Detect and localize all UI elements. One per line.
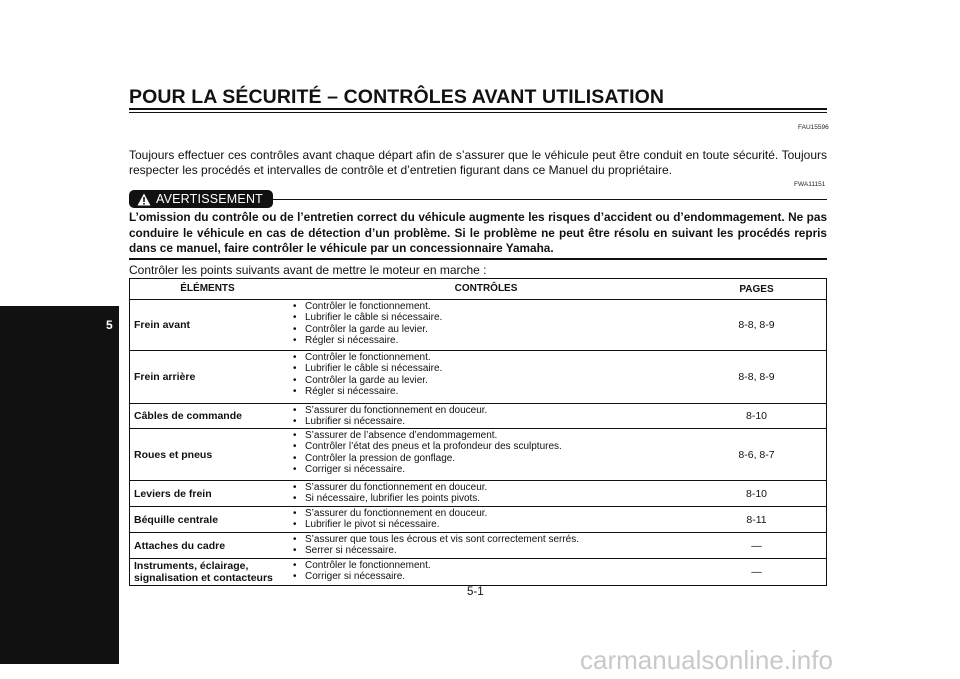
check-item (293, 416, 687, 427)
bullet-icon: • (293, 493, 297, 505)
header-controls: CONTRÔLES (454, 283, 518, 295)
element-cell: Câbles de commande (134, 410, 242, 422)
bullet-icon: • (293, 571, 297, 583)
table-body (130, 299, 826, 585)
header-elements: ÉLÉMENTS (180, 283, 235, 294)
check-text: Contrôler le fonctionnement. (305, 560, 431, 571)
element-cell: Instruments, éclairage, signalisation et contacteurs (134, 560, 273, 584)
bullet-icon: • (293, 416, 297, 428)
warning-badge (129, 190, 273, 208)
check-item (293, 335, 687, 346)
bullet-icon: • (293, 545, 297, 557)
bullet-icon: • (293, 323, 297, 335)
pages-cell: 8-11 (746, 513, 767, 526)
table-row (130, 350, 826, 403)
pages-cell: — (751, 539, 762, 552)
check-text: Régler si nécessaire. (305, 386, 399, 398)
table-row (130, 532, 826, 558)
bullet-icon: • (293, 301, 297, 312)
bullet-icon: • (293, 352, 297, 363)
warning-code: FWA11151 (794, 181, 826, 188)
check-item (293, 430, 687, 441)
bullet-icon: • (293, 335, 297, 347)
check-text: Lubrifier si nécessaire. (305, 416, 406, 428)
section-code: FAU15596 (798, 124, 829, 131)
table-row (130, 299, 826, 350)
check-text: Corriger si nécessaire. (305, 464, 406, 476)
pages-cell: 8-10 (745, 487, 767, 500)
element-cell: Leviers de frein (134, 487, 212, 500)
check-text: Contrôler l’état des pneus et la profondeur des sculptures. (305, 441, 562, 453)
watermark: carmanualsonline.info (580, 645, 833, 675)
chapter-tab (0, 306, 119, 664)
chapter-number: 5 (106, 318, 113, 332)
pages-cell: 8-8, 8-9 (738, 319, 775, 331)
page-number: 5-1 (467, 586, 484, 598)
table-row (130, 403, 826, 428)
bullet-icon: • (293, 363, 297, 375)
warning-text: L’omission du contrôle ou de l’entretien correct du véhicule augmente les risques d’accident ou d’endommagement. Ne pas conduire le véhicule en cas de détection d’un problème. Si le problème ne peut être résolu en suivant les procédés repris dans ce manuel, faire contrôler le véhicule par un concessionnaire Yamaha. (129, 210, 827, 255)
bullet-icon: • (293, 374, 297, 386)
bullet-icon: • (293, 312, 297, 324)
controls-cell (285, 429, 687, 480)
warning-triangle-icon (137, 193, 151, 206)
controls-cell (285, 404, 687, 428)
check-text: S’assurer du fonctionnement en douceur. (305, 405, 488, 416)
check-item (293, 375, 687, 386)
check-item (293, 386, 687, 397)
controls-cell (285, 481, 687, 506)
bullet-icon: • (293, 534, 297, 545)
check-item (293, 301, 687, 312)
lead-text: Contrôler les points suivants avant de mettre le moteur en marche : (129, 263, 487, 277)
check-text: Lubrifier le câble si nécessaire. (305, 363, 443, 375)
check-text: S’assurer du fonctionnement en douceur. (305, 508, 488, 519)
check-item (293, 464, 687, 475)
check-item (293, 493, 687, 504)
check-text: Contrôler la garde au levier. (305, 323, 428, 335)
check-item (293, 519, 687, 530)
pages-cell: 8-8, 8-9 (738, 371, 775, 383)
controls-cell (285, 507, 687, 532)
bullet-icon: • (293, 405, 297, 416)
element-cell: Frein avant (134, 319, 191, 331)
check-text: Contrôler le fonctionnement. (305, 301, 431, 312)
title-rule-thin (129, 112, 827, 113)
controls-cell (285, 351, 687, 403)
element-cell: Roues et pneus (134, 448, 213, 461)
table-row (130, 558, 826, 585)
header-pages: PAGES (739, 283, 774, 295)
table-row (130, 480, 826, 506)
check-text: Lubrifier le câble si nécessaire. (305, 312, 443, 324)
warning-rule (273, 199, 827, 200)
bullet-icon: • (293, 386, 297, 398)
element-cell: Attaches du cadre (134, 539, 226, 552)
intro-paragraph: Toujours effectuer ces contrôles avant chaque départ afin de s’assurer que le véhicule peut être conduit en toute sécurité. Toujours respecter les procédés et intervalles de contrôle et d’entretien figurant dans ce Manuel du propriétaire. (129, 148, 827, 177)
check-item (293, 352, 687, 363)
check-item (293, 405, 687, 416)
pages-cell: — (751, 566, 762, 578)
element-cell: Béquille centrale (134, 513, 219, 526)
bullet-icon: • (293, 452, 297, 464)
table-row (130, 428, 826, 480)
check-text: S’assurer que tous les écrous et vis sont correctement serrés. (305, 534, 580, 545)
warning-label: AVERTISSEMENT (156, 192, 264, 206)
bullet-icon: • (293, 464, 297, 476)
table-row (130, 506, 826, 532)
check-item (293, 560, 687, 571)
check-text: Serrer si nécessaire. (305, 545, 397, 557)
check-text: S’assurer de l’absence d’endommagement. (305, 430, 498, 441)
check-text: S’assurer du fonctionnement en douceur. (305, 482, 488, 493)
controls-cell (285, 559, 687, 585)
check-item (293, 363, 687, 374)
checklist-table (129, 278, 827, 586)
controls-cell (285, 533, 687, 558)
pages-cell: 8-10 (745, 410, 767, 422)
check-item (293, 534, 687, 545)
check-text: Régler si nécessaire. (305, 335, 399, 347)
bullet-icon: • (293, 482, 297, 493)
check-item (293, 508, 687, 519)
controls-cell (285, 300, 687, 350)
warning-bottom-rule (129, 258, 827, 260)
page-title: POUR LA SÉCURITÉ – CONTRÔLES AVANT UTILISATION (129, 86, 665, 108)
title-rule (129, 108, 827, 110)
element-cell: Frein arrière (134, 371, 196, 383)
table-header-row (130, 279, 826, 299)
check-item (293, 324, 687, 335)
bullet-icon: • (293, 441, 297, 453)
pages-cell: 8-6, 8-7 (738, 448, 775, 461)
check-text: Contrôler la pression de gonflage. (305, 452, 456, 464)
check-text: Corriger si nécessaire. (305, 571, 406, 583)
bullet-icon: • (293, 430, 297, 441)
check-item (293, 441, 687, 452)
check-text: Contrôler le fonctionnement. (305, 352, 431, 363)
check-text: Lubrifier le pivot si nécessaire. (305, 519, 440, 531)
check-item (293, 453, 687, 464)
bullet-icon: • (293, 519, 297, 531)
check-item (293, 545, 687, 556)
check-text: Contrôler la garde au levier. (305, 374, 428, 386)
check-item (293, 571, 687, 582)
check-item (293, 482, 687, 493)
check-text: Si nécessaire, lubrifier les points pivots. (305, 493, 481, 505)
check-item (293, 312, 687, 323)
bullet-icon: • (293, 508, 297, 519)
bullet-icon: • (293, 560, 297, 571)
